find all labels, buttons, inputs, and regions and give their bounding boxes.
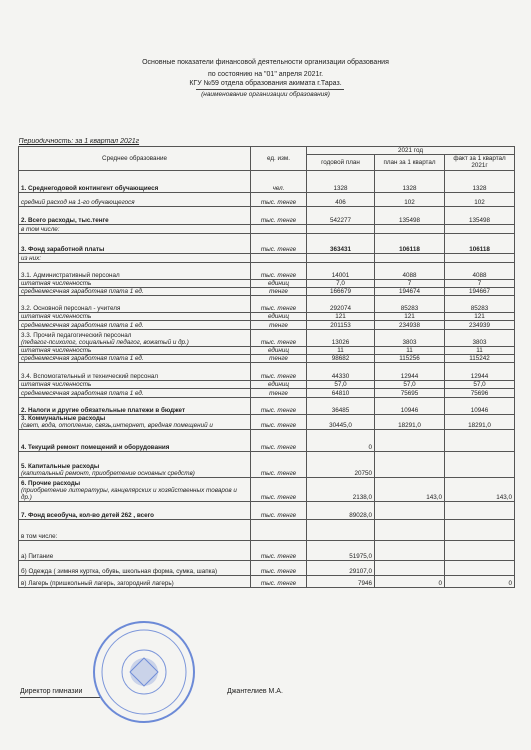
row-unit: единиц bbox=[251, 346, 307, 354]
row-fact-value: 4088 bbox=[445, 262, 515, 279]
row-label: среднемесячная заработная плата 1 ед. bbox=[21, 287, 144, 295]
row-plan-value: 135498 bbox=[375, 206, 445, 224]
row-label: 3.2. Основной персонал - учителя bbox=[21, 304, 121, 312]
row-annual-value: 1328 bbox=[307, 170, 375, 192]
period-label: Периодичность: за 1 квартал 2021г bbox=[18, 138, 140, 145]
row-plan-value: 10946 bbox=[375, 397, 445, 414]
row-fact-value: 194667 bbox=[445, 287, 515, 295]
row-plan-value: 115256 bbox=[375, 354, 445, 362]
row-fact-value: 57,0 bbox=[445, 380, 515, 388]
row-unit bbox=[251, 224, 307, 233]
row-fact-value: 7 bbox=[445, 279, 515, 287]
row-plan-value: 194674 bbox=[375, 287, 445, 295]
table-row bbox=[19, 414, 515, 429]
row-unit: тыс. тенге bbox=[251, 233, 307, 253]
row-name bbox=[19, 397, 251, 414]
row-label: а) Питание bbox=[21, 552, 54, 560]
row-annual-value: 0 bbox=[307, 429, 375, 451]
row-plan-value: 234938 bbox=[375, 320, 445, 329]
row-annual-value: 363431 bbox=[307, 233, 375, 253]
row-sublabel: (приобретение литературы, канцелярских и хозяйственных товаров и др.) bbox=[21, 486, 237, 501]
row-label: штатная численность bbox=[21, 346, 92, 354]
row-plan-value bbox=[375, 451, 445, 477]
row-fact-value: 0 bbox=[445, 575, 515, 587]
row-unit: тыс. тенге bbox=[251, 192, 307, 206]
row-annual-value: 14001 bbox=[307, 262, 375, 279]
row-name bbox=[19, 295, 251, 312]
row-label: штатная численность bbox=[21, 312, 92, 320]
row-plan-value: 57,0 bbox=[375, 380, 445, 388]
row-unit: тыс. тенге bbox=[251, 362, 307, 380]
row-fact-value: 10946 bbox=[445, 397, 515, 414]
row-annual-value: 166679 bbox=[307, 287, 375, 295]
row-name bbox=[19, 262, 251, 279]
row-unit: тыс. тенге bbox=[251, 397, 307, 414]
row-plan-value bbox=[375, 519, 445, 540]
row-fact-value: 3803 bbox=[445, 329, 515, 346]
row-unit: тыс. тенге bbox=[251, 429, 307, 451]
row-fact-value bbox=[445, 560, 515, 575]
row-fact-value: 102 bbox=[445, 192, 515, 206]
row-plan-value: 0 bbox=[375, 575, 445, 587]
row-name bbox=[19, 414, 251, 429]
table-row bbox=[19, 170, 515, 192]
row-label: 3.1. Административный персонал bbox=[21, 271, 120, 279]
row-label: в том числе: bbox=[21, 225, 60, 233]
row-name bbox=[19, 451, 251, 477]
row-name bbox=[19, 362, 251, 380]
finance-table bbox=[18, 138, 515, 588]
row-name bbox=[19, 192, 251, 206]
period-cell bbox=[19, 138, 515, 146]
row-annual-value bbox=[307, 519, 375, 540]
row-fact-value: 12944 bbox=[445, 362, 515, 380]
organization-name: КГУ №59 отдела образования акимата г.Тараз. bbox=[189, 80, 342, 87]
row-unit bbox=[251, 519, 307, 540]
row-label: среднемесячная заработная плата 1 ед. bbox=[21, 389, 144, 397]
row-fact-value: 1328 bbox=[445, 170, 515, 192]
row-label: 3. Коммунальные расходы bbox=[21, 414, 106, 422]
col-year-header: 2021 год bbox=[307, 146, 515, 154]
row-name bbox=[19, 560, 251, 575]
table-row bbox=[19, 501, 515, 519]
row-name bbox=[19, 519, 251, 540]
row-name bbox=[19, 224, 251, 233]
row-plan-value bbox=[375, 540, 445, 560]
row-fact-value bbox=[445, 540, 515, 560]
row-fact-value: 115242 bbox=[445, 354, 515, 362]
row-annual-value: 98682 bbox=[307, 354, 375, 362]
table-row bbox=[19, 329, 515, 346]
table-row bbox=[19, 540, 515, 560]
table-row bbox=[19, 451, 515, 477]
table-row bbox=[19, 287, 515, 295]
table-row bbox=[19, 346, 515, 354]
row-plan-value: 143,0 bbox=[375, 477, 445, 501]
row-annual-value: 7946 bbox=[307, 575, 375, 587]
row-label: в) Лагерь (пришкольный лагерь, загородний лагерь) bbox=[21, 579, 174, 587]
row-fact-value bbox=[445, 501, 515, 519]
table-row bbox=[19, 519, 515, 540]
row-annual-value bbox=[307, 253, 375, 262]
signature-line bbox=[20, 697, 100, 698]
table-row bbox=[19, 206, 515, 224]
table-row bbox=[19, 312, 515, 320]
row-unit: тыс. тенге bbox=[251, 451, 307, 477]
row-name bbox=[19, 540, 251, 560]
row-fact-value: 75696 bbox=[445, 388, 515, 397]
row-label: 5. Капитальные расходы bbox=[21, 462, 100, 470]
table-row bbox=[19, 224, 515, 233]
row-unit: чел. bbox=[251, 170, 307, 192]
row-unit: единиц bbox=[251, 312, 307, 320]
row-unit: тыс. тенге bbox=[251, 560, 307, 575]
row-label: 2. Налоги и другие обязательные платежи в бюджет bbox=[21, 406, 186, 414]
row-name bbox=[19, 253, 251, 262]
row-plan-value: 7 bbox=[375, 279, 445, 287]
col-plan-header: план за 1 квартал bbox=[375, 154, 445, 170]
table-row bbox=[19, 253, 515, 262]
table-row bbox=[19, 233, 515, 253]
row-name bbox=[19, 380, 251, 388]
row-name bbox=[19, 206, 251, 224]
row-annual-value: 406 bbox=[307, 192, 375, 206]
table-row bbox=[19, 320, 515, 329]
row-name bbox=[19, 329, 251, 346]
row-plan-value bbox=[375, 253, 445, 262]
row-fact-value bbox=[445, 224, 515, 233]
table-row bbox=[19, 380, 515, 388]
row-fact-value: 234939 bbox=[445, 320, 515, 329]
row-fact-value: 121 bbox=[445, 312, 515, 320]
row-sublabel: (капитальный ремонт, приобретение основных средств) bbox=[21, 469, 195, 477]
row-annual-value: 121 bbox=[307, 312, 375, 320]
row-unit: тенге bbox=[251, 320, 307, 329]
row-plan-value: 121 bbox=[375, 312, 445, 320]
row-label: среднемесячная заработная плата 1 ед. bbox=[21, 321, 144, 329]
row-plan-value bbox=[375, 501, 445, 519]
row-plan-value bbox=[375, 429, 445, 451]
row-unit: тыс. тенге bbox=[251, 501, 307, 519]
table-row bbox=[19, 192, 515, 206]
director-name: Джантелиев М.А. bbox=[227, 688, 283, 695]
row-sublabel: (свет, вода, отопление, связь,интернет, вредная помещений и bbox=[21, 421, 213, 429]
row-annual-value: 11 bbox=[307, 346, 375, 354]
row-label: 3.3. Прочий педагогический персонал bbox=[21, 331, 132, 339]
table-row bbox=[19, 477, 515, 501]
row-annual-value: 201153 bbox=[307, 320, 375, 329]
row-fact-value: 18291,0 bbox=[445, 414, 515, 429]
row-annual-value: 20750 bbox=[307, 451, 375, 477]
table-row bbox=[19, 262, 515, 279]
row-sublabel: (педагог-психолог, социальный педагог, вожатый и др.) bbox=[21, 338, 189, 346]
table-row bbox=[19, 560, 515, 575]
table-row bbox=[19, 429, 515, 451]
row-unit: тыс. тенге bbox=[251, 295, 307, 312]
row-plan-value: 12944 bbox=[375, 362, 445, 380]
report-title: Основные показатели финансовой деятельности организации образования bbox=[142, 59, 389, 66]
row-name bbox=[19, 279, 251, 287]
row-label: 3. Фонд заработной платы bbox=[21, 245, 105, 253]
row-annual-value bbox=[307, 224, 375, 233]
row-unit: тыс. тенге bbox=[251, 540, 307, 560]
row-fact-value bbox=[445, 253, 515, 262]
row-fact-value bbox=[445, 519, 515, 540]
row-name bbox=[19, 170, 251, 192]
table-row bbox=[19, 295, 515, 312]
row-name bbox=[19, 233, 251, 253]
row-unit: тенге bbox=[251, 287, 307, 295]
row-annual-value: 44330 bbox=[307, 362, 375, 380]
row-name bbox=[19, 477, 251, 501]
row-annual-value: 29107,0 bbox=[307, 560, 375, 575]
row-label: 6. Прочие расходы bbox=[21, 479, 81, 487]
row-fact-value: 135498 bbox=[445, 206, 515, 224]
row-annual-value: 89028,0 bbox=[307, 501, 375, 519]
row-label: средний расход на 1-го обучающегося bbox=[21, 198, 135, 206]
official-stamp bbox=[90, 618, 198, 726]
row-annual-value: 36485 bbox=[307, 397, 375, 414]
row-plan-value: 18291,0 bbox=[375, 414, 445, 429]
row-fact-value: 106118 bbox=[445, 233, 515, 253]
row-fact-value: 85283 bbox=[445, 295, 515, 312]
row-annual-value: 542277 bbox=[307, 206, 375, 224]
row-fact-value: 143,0 bbox=[445, 477, 515, 501]
row-name bbox=[19, 287, 251, 295]
col-unit-header: ед. изм. bbox=[251, 146, 307, 170]
row-plan-value: 4088 bbox=[375, 262, 445, 279]
row-annual-value: 51975,0 bbox=[307, 540, 375, 560]
table-row bbox=[19, 362, 515, 380]
row-fact-value bbox=[445, 451, 515, 477]
row-plan-value: 85283 bbox=[375, 295, 445, 312]
row-annual-value: 30445,0 bbox=[307, 414, 375, 429]
row-plan-value bbox=[375, 224, 445, 233]
row-label: штатная численность bbox=[21, 380, 92, 388]
table-row bbox=[19, 279, 515, 287]
row-plan-value: 11 bbox=[375, 346, 445, 354]
row-label: 7. Фонд всеобуча, кол-во детей 262 , всего bbox=[21, 511, 155, 519]
row-unit: тыс. тенге bbox=[251, 477, 307, 501]
row-unit: единиц bbox=[251, 380, 307, 388]
row-annual-value: 2138,0 bbox=[307, 477, 375, 501]
row-label: 4. Текущий ремонт помещений и оборудования bbox=[21, 443, 170, 451]
table-row bbox=[19, 397, 515, 414]
organization-caption: (наименование организации образования) bbox=[201, 91, 330, 98]
row-label: б) Одежда ( зимняя куртка, обувь, школьная форма, сумка, шапка) bbox=[21, 567, 218, 575]
row-name bbox=[19, 501, 251, 519]
row-unit: тыс. тенге bbox=[251, 414, 307, 429]
row-name bbox=[19, 429, 251, 451]
row-label: 2. Всего расходы, тыс.тенге bbox=[21, 216, 109, 224]
row-plan-value: 1328 bbox=[375, 170, 445, 192]
row-unit: тыс. тенге bbox=[251, 206, 307, 224]
row-plan-value: 106118 bbox=[375, 233, 445, 253]
row-annual-value: 7,0 bbox=[307, 279, 375, 287]
table-row bbox=[19, 575, 515, 587]
row-label: из них: bbox=[21, 254, 42, 262]
col-name-header: Среднее образование bbox=[19, 146, 251, 170]
row-label: среднемесячная заработная плата 1 ед. bbox=[21, 354, 144, 362]
row-name bbox=[19, 388, 251, 397]
row-name bbox=[19, 354, 251, 362]
row-label: 1. Среднегодовой контингент обучающиеся bbox=[21, 184, 159, 192]
row-plan-value: 102 bbox=[375, 192, 445, 206]
row-label: 3.4. Вспомогательный и технический персонал bbox=[21, 372, 159, 380]
row-fact-value bbox=[445, 429, 515, 451]
row-label: штатная численность bbox=[21, 279, 92, 287]
report-date: по состоянию на "01" апреля 2021г. bbox=[207, 71, 324, 78]
row-plan-value bbox=[375, 560, 445, 575]
row-name bbox=[19, 346, 251, 354]
row-unit: тенге bbox=[251, 354, 307, 362]
row-label: в том числе: bbox=[21, 532, 58, 540]
row-name bbox=[19, 312, 251, 320]
row-fact-value: 11 bbox=[445, 346, 515, 354]
row-annual-value: 13026 bbox=[307, 329, 375, 346]
table-row bbox=[19, 388, 515, 397]
row-name bbox=[19, 575, 251, 587]
col-fact-header: факт за 1 квартал 2021г bbox=[445, 154, 515, 170]
row-annual-value: 292074 bbox=[307, 295, 375, 312]
row-annual-value: 64810 bbox=[307, 388, 375, 397]
row-unit: тыс. тенге bbox=[251, 575, 307, 587]
row-name bbox=[19, 320, 251, 329]
col-annual-header: годовой план bbox=[307, 154, 375, 170]
row-unit: тенге bbox=[251, 388, 307, 397]
row-unit: тыс. тенге bbox=[251, 329, 307, 346]
row-plan-value: 3803 bbox=[375, 329, 445, 346]
row-unit bbox=[251, 253, 307, 262]
row-plan-value: 75695 bbox=[375, 388, 445, 397]
director-label: Директор гимназии bbox=[20, 688, 83, 695]
row-unit: единиц bbox=[251, 279, 307, 287]
row-annual-value: 57,0 bbox=[307, 380, 375, 388]
row-unit: тыс. тенге bbox=[251, 262, 307, 279]
table-row bbox=[19, 354, 515, 362]
